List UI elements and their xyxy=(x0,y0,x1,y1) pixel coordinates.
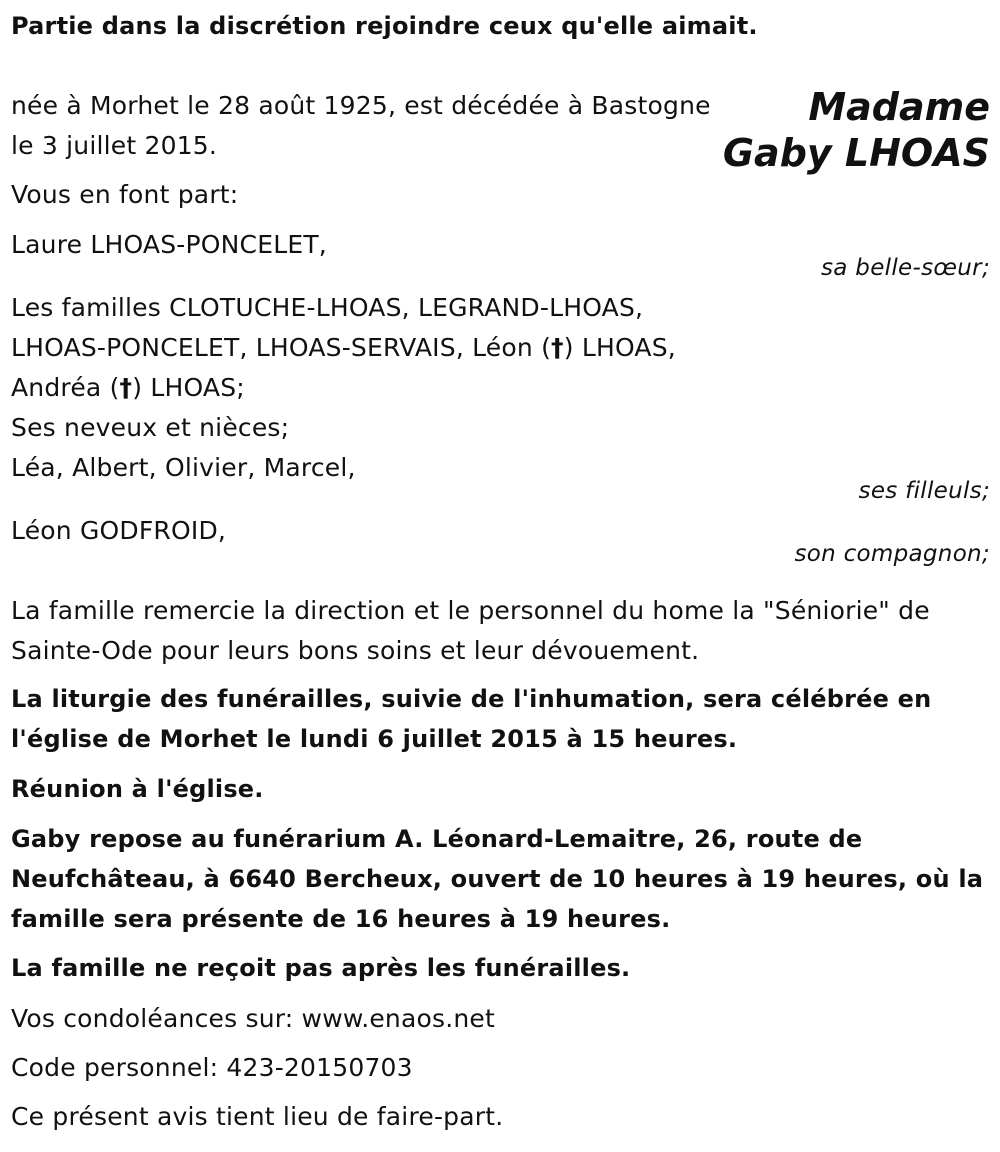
relation-compagnon: son compagnon; xyxy=(794,541,990,567)
relative-laure: Laure LHOAS-PONCELET, xyxy=(11,230,327,259)
condolences-text: Vos condoléances sur: www.enaos.net xyxy=(11,1004,495,1033)
heading: Partie dans la discrétion rejoindre ceux qu'elle aimait. xyxy=(11,12,758,40)
intro-line-1: née à Morhet le 28 août 1925, est décédée à Bastogne xyxy=(11,91,711,120)
relation-belle-soeur: sa belle-sœur; xyxy=(821,255,990,281)
personal-code-text: Code personnel: 423-20150703 xyxy=(11,1053,413,1082)
relation-filleuls: ses filleuls; xyxy=(858,478,990,504)
deceased-title: Madame xyxy=(808,85,990,129)
cross-icon: † xyxy=(119,373,133,402)
meeting-text: Réunion à l'église. xyxy=(11,775,264,803)
notice-text: Ce présent avis tient lieu de faire-part. xyxy=(11,1102,504,1131)
godchildren-names: Léa, Albert, Olivier, Marcel, xyxy=(11,453,356,482)
no-reception-text: La famille ne reçoit pas après les funérailles. xyxy=(11,954,631,982)
companion-name: Léon GODFROID, xyxy=(11,516,227,545)
families-line-1: Les familles CLOTUCHE-LHOAS, LEGRAND-LHOAS, xyxy=(11,293,644,322)
deceased-name: Gaby LHOAS xyxy=(722,131,990,175)
announce-text: Vous en font part: xyxy=(11,180,239,209)
funeral-home-line-2: Neufchâteau, à 6640 Bercheux, ouvert de 10 heures à 19 heures, où la xyxy=(11,865,984,893)
thanks-line-2: Sainte-Ode pour leurs bons soins et leur dévouement. xyxy=(11,636,700,665)
families-line-2: LHOAS-PONCELET, LHOAS-SERVAIS, Léon (†) LHOAS, xyxy=(11,333,676,362)
nephews-text: Ses neveux et nièces; xyxy=(11,413,290,442)
funeral-home-line-1: Gaby repose au funérarium A. Léonard-Lemaitre, 26, route de xyxy=(11,825,863,853)
funeral-home-line-3: famille sera présente de 16 heures à 19 heures. xyxy=(11,905,671,933)
liturgy-line-1: La liturgie des funérailles, suivie de l'inhumation, sera célébrée en xyxy=(11,685,932,713)
thanks-line-1: La famille remercie la direction et le personnel du home la "Séniorie" de xyxy=(11,596,930,625)
liturgy-line-2: l'église de Morhet le lundi 6 juillet 2015 à 15 heures. xyxy=(11,725,738,753)
intro-line-2: le 3 juillet 2015. xyxy=(11,131,218,160)
families-line-3: Andréa (†) LHOAS; xyxy=(11,373,245,402)
cross-icon: † xyxy=(551,333,564,362)
